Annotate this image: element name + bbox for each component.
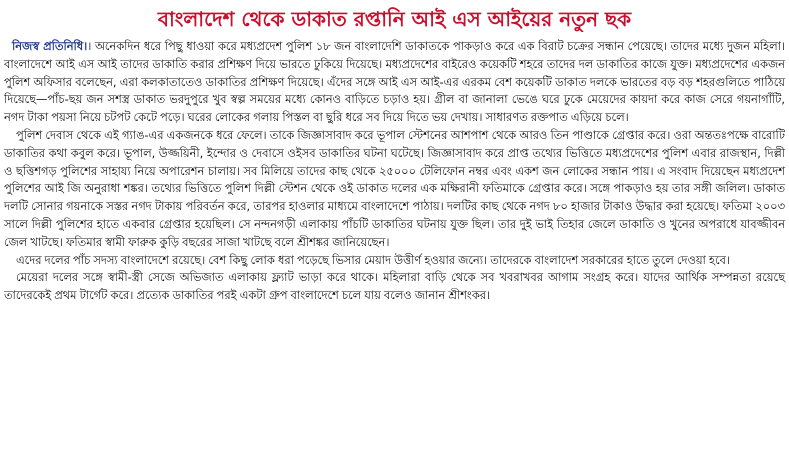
paragraph-2: পুলিশ দেবাস থেকে এই গ্যাঙ-এর একজনকে ধরে ফেলে। তাকে জিজ্ঞাসাবাদ করে ভূপাল স্টেশনের আশপাশ থেকে আরও তিন পাণ্ডাকে গ্রেপ্তার করে। ওরা অন্ততঃপক্ষে বারোটি ডাকাতির কথা কবুল করে। ভূপাল, উজ্জয়িনী, ইন্দোর ও দেবাসে ওইসব ডাকাতির ঘটনা ঘটেছে। জিজ্ঞাসাবাদ করে প্রাপ্ত তথ্যের ভিত্তিতে মধ্যপ্রদেশের পুলিশ এবার রাজস্থান, দিল্লী ও ছত্তিশগড় পুলিশের সাহায্য নিয়ে অপারেশন চালায়। সব মিলিয়ে তাদের কাছ থেকে ২৫০০০ টেলিফোন নম্বর এবং একশ জন লোকের সন্ধান পায়। এ সংবাদ দিয়েছেন মধ্যপ্রদেশ পুলিশের আই জি অনুরাধা শঙ্কর। তথ্যের ভিত্তিতে পুলিশ দিল্লী স্টেশন থেকে ওই ডাকাত দলের এক মক্ষিরানী ফতিমাকে গ্রেপ্তার করে। সঙ্গে পাকড়াও হয় তার সঙ্গী জলিল। ডাকাত দলটি সোনার গয়নাকে সস্তর নগদ টাকায় পরিবর্তন করে, তারপর হাওলার মাধ্যমে বাংলাদেশে পাঠায়। দলটির কাছ থেকে নগদ ৮০ হাজার টাকাও উদ্ধার করা হয়েছে। ফতিমা ২০০৩ সালে দিল্লী পুলিশের হাতে একবার গ্রেপ্তার হয়েছিল। সে নন্দনগড়ী এলাকায় পাঁচটি ডাকাতির ঘটনায় যুক্ত ছিল। তার দুই ভাই তিহার জেলে ডাকাতি ও খুনের অপরাধে যাবজ্জীবন জেল খাটছে। ফতিমার স্বামী ফারুক কুড়ি বছরের সাজা খাটছে বলে শ্রীশঙ্কর জানিয়েছেন। bbox=[4, 127, 785, 249]
paragraph-4: মেয়েরা দলের সঙ্গে স্বামী-স্ত্রী সেজে অভিজাত এলাকায় ফ্ল্যাট ভাড়া করে থাকে। মহিলারা বাড়ি থেকে সব খবরাখবর আগাম সংগ্রহ করে। যাদের আর্থিক সম্পন্নতা রয়েছে তাদেরকেই প্রথম টার্গেট করে। প্রত্যেক ডাকাতির পরই একটা গ্রুপ বাংলাদেশে চলে যায় বলেও জানান শ্রীশংকর। bbox=[4, 270, 785, 303]
article-body bbox=[4, 38, 785, 305]
paragraph-3: এদের দলের পাঁচ সদস্য বাংলাদেশে রয়েছে। বেশ কিছু লোক ধরা পড়েছে ভিসার মেয়াদ উত্তীর্ণ হওয়ার জন্যে। তাদেরকে বাংলাদেশ সরকারের হাতে তুলে দেওয়া হবে। bbox=[16, 252, 730, 267]
byline: নিজস্ব প্রতিনিধি। bbox=[12, 39, 88, 53]
paragraph-1 bbox=[4, 38, 785, 127]
paragraph-1-text: । অনেকদিন ধরে পিছু ধাওয়া করে মধ্যপ্রদেশ পুলিশ ১৮ জন বাংলাদেশি ডাকাতকে পাকড়াও করে এক বিরাট চক্রের সন্ধান পেয়েছে। তাদের মধ্যে দুজন মহিলা। বাংলাদেশে আই এস আই তাদের ডাকাতি করার প্রশিক্ষণ দিয়ে ভারতে ঢুকিয়ে দিয়েছে। মধ্যপ্রদেশের বাইরেও কয়েকটি শহরে তাদের দল ডাকাতির কাজে যুক্ত। মধ্যপ্রদেশের একজন পুলিশ অফিসার বলেছেন, এরা কলকাতাতেও ডাকাতির প্রশিক্ষণ দিয়েছে। এঁদের সঙ্গে আই এস আই-এর এরকম বেশ কয়েকটি ডাকাত দলকে ভারতের বড় বড় শহরগুলিতে পাঠিয়ে দিয়েছে—পাঁচ-ছয় জন সশস্ত্র ডাকাত ভরদুপুরে খুব স্বল্প সময়ের মধ্যে কোনও বাড়িতে চড়াও হয়। গ্রীল বা জানালা ভেঙে ঘরে ঢুকে মেয়েদের কায়দা করে কাজ সেরে গয়নাগাঁটি, নগদ টাকা পয়সা নিয়ে চটপট কেটে পড়ে। ঘরের লোকের গলায় পিস্তল বা ছুরি ধরে সব দিয়ে দিতে ভয় দেখায়। সাধারণত রক্তপাত এড়িয়ে চলে। bbox=[4, 39, 785, 125]
headline: বাংলাদেশ থেকে ডাকাত রপ্তানি আই এস আইয়ের নতুন ছক bbox=[157, 7, 632, 31]
